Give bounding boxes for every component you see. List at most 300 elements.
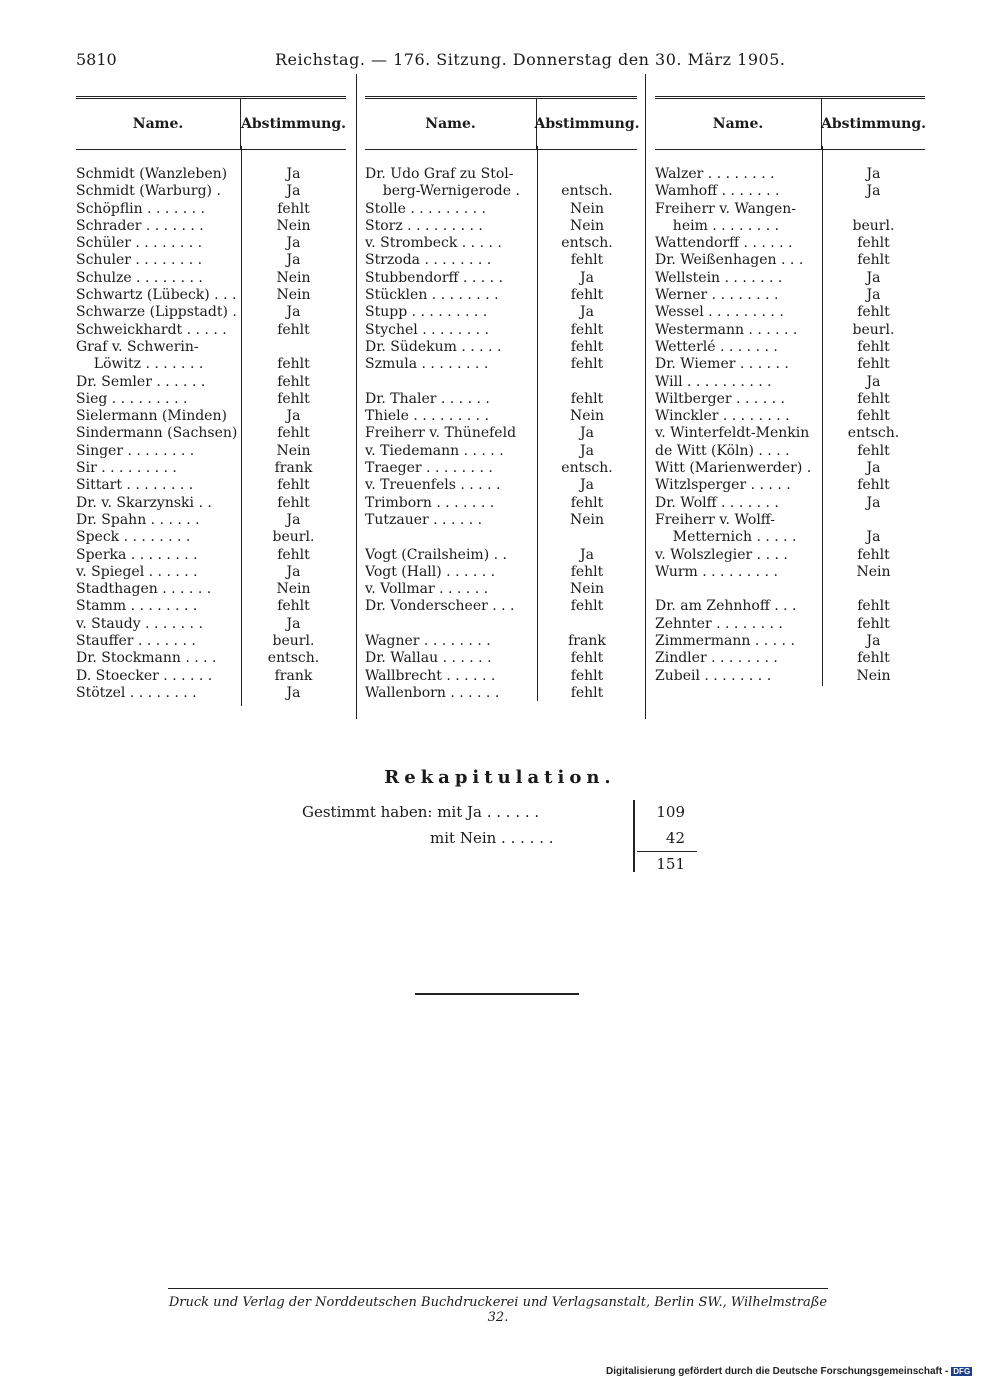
vote-value [822, 581, 925, 598]
vote-value: Nein [856, 563, 891, 580]
column-header [76, 96, 346, 150]
member-name: Stubbendorff . . . . . [365, 269, 503, 286]
table-row [76, 235, 346, 252]
member-name: Stolle . . . . . . . . . [365, 200, 486, 217]
vote-value: fehlt [857, 235, 890, 252]
table-row [655, 166, 925, 183]
vote-value: entsch. [561, 235, 613, 252]
member-name: Stychel . . . . . . . . [365, 321, 489, 338]
vote-value: fehlt [570, 667, 604, 684]
vote-value: fehlt [857, 338, 890, 355]
member-name: Wallbrecht . . . . . . [365, 667, 496, 684]
column-rule-2 [645, 74, 646, 719]
member-name: Dr. Stockmann . . . . [76, 650, 217, 667]
vote-value: fehlt [857, 650, 890, 667]
table-row [365, 668, 637, 685]
vote-value: fehlt [570, 494, 604, 511]
table-row [76, 322, 346, 339]
table-row [655, 408, 925, 425]
table-row [365, 201, 637, 218]
vote-value: Nein [569, 200, 605, 217]
member-name: Dr. Wolff . . . . . . . [655, 494, 779, 511]
table-row [655, 356, 925, 373]
column-header [655, 96, 925, 150]
table-row [365, 581, 637, 598]
table-row [655, 287, 925, 304]
name-header: Name. [132, 116, 184, 132]
imprint: Druck und Verlag der Norddeutschen Buchdruckerei und Verlagsanstalt, Berlin SW., Wilhelmstraße 32. [168, 1295, 828, 1325]
table-row [76, 495, 346, 512]
member-name: de Witt (Köln) . . . . [655, 442, 790, 459]
table-row [655, 391, 925, 408]
table-row [76, 374, 346, 391]
member-name: Wallenborn . . . . . . [365, 684, 500, 701]
member-name [365, 616, 537, 633]
vote-value: Ja [866, 166, 881, 182]
table-row [76, 183, 346, 200]
vote-value: fehlt [277, 356, 310, 373]
member-name: Freiherr v. Thünefeld [365, 425, 517, 442]
vote-column-2 [365, 96, 640, 702]
table-row [76, 633, 346, 650]
table-row [365, 218, 637, 235]
dfg-note-text: Digitalisierung gefördert durch die Deutsche Forschungsgemeinschaft - [606, 1366, 949, 1377]
member-name: Vogt (Hall) . . . . . . [365, 563, 496, 580]
member-name: Sielermann (Minden) [76, 408, 227, 425]
table-row [76, 408, 346, 425]
table-row [365, 408, 637, 425]
vote-value: entsch. [561, 183, 613, 200]
member-name: Witt (Marienwerder) . [655, 460, 812, 477]
vote-value: Nein [569, 408, 605, 425]
table-row [655, 339, 925, 356]
table-row [655, 443, 925, 460]
vote-value: fehlt [570, 390, 604, 407]
table-row [655, 218, 925, 235]
vote-value: Ja [286, 252, 301, 269]
vote-value: fehlt [857, 442, 890, 459]
member-name: Dr. Udo Graf zu Stol- [365, 166, 514, 182]
vote-value: fehlt [570, 563, 604, 580]
column-rows [76, 166, 346, 702]
vote-value: fehlt [570, 252, 604, 269]
table-row [655, 512, 925, 529]
table-row [76, 616, 346, 633]
table-row [76, 201, 346, 218]
vote-value: beurl. [852, 321, 895, 338]
table-row [76, 252, 346, 269]
table-row [655, 564, 925, 581]
vote-header: Abstimmung. [821, 99, 925, 149]
vote-value: fehlt [570, 321, 604, 338]
vote-value: fehlt [277, 200, 310, 217]
table-row [655, 581, 925, 598]
member-name: Vogt (Crailsheim) . . [365, 546, 507, 563]
name-header: Name. [712, 116, 764, 132]
vote-value: Ja [286, 304, 301, 321]
vote-value: fehlt [277, 494, 310, 511]
table-row [655, 252, 925, 269]
member-name: Winckler . . . . . . . . [655, 408, 790, 425]
table-row [76, 512, 346, 529]
member-name: Sindermann (Sachsen) [76, 425, 238, 442]
vote-value [822, 512, 925, 529]
member-name: Dr. Semler . . . . . . [76, 373, 206, 390]
member-name: Wellstein . . . . . . . [655, 269, 783, 286]
table-row [655, 270, 925, 287]
member-name: Dr. Wallau . . . . . . [365, 650, 492, 667]
member-name: Schwarze (Lippstadt) . [76, 304, 237, 321]
vote-value: fehlt [277, 598, 310, 615]
member-name: Zehnter . . . . . . . . [655, 615, 783, 632]
vote-value: Ja [580, 304, 594, 321]
table-row [365, 460, 637, 477]
member-name: Westermann . . . . . . [655, 321, 798, 338]
table-row [365, 356, 637, 373]
member-name [365, 529, 537, 546]
member-name: Wamhoff . . . . . . . [655, 183, 780, 200]
table-row [365, 391, 637, 408]
vote-value: Ja [286, 684, 301, 701]
table-row [76, 581, 346, 598]
vote-value: Ja [580, 425, 594, 442]
table-row [365, 270, 637, 287]
table-row [76, 304, 346, 321]
vote-value: Nein [276, 269, 311, 286]
table-row [76, 443, 346, 460]
member-name: Graf v. Schwerin- [76, 338, 199, 355]
table-row [655, 650, 925, 667]
vote-value: fehlt [277, 546, 310, 563]
member-name: v. Vollmar . . . . . . [365, 581, 489, 598]
table-row [655, 477, 925, 494]
vote-value: Nein [569, 511, 605, 528]
member-name: Schrader . . . . . . . [76, 217, 204, 234]
table-row [76, 547, 346, 564]
vote-value [537, 374, 637, 391]
table-row [655, 598, 925, 615]
table-row [76, 356, 346, 373]
table-row [365, 685, 637, 702]
member-name: Traeger . . . . . . . . [365, 460, 493, 477]
vote-value: Ja [866, 494, 881, 511]
recap-sum-rule [637, 851, 697, 852]
member-name: Dr. am Zehnhoff . . . [655, 598, 797, 615]
member-name: Szmula . . . . . . . . [365, 356, 489, 373]
member-name: Stupp . . . . . . . . . [365, 304, 488, 321]
vote-value: Ja [580, 442, 594, 459]
vote-value: Ja [286, 511, 301, 528]
table-row [655, 183, 925, 200]
vote-value: fehlt [857, 615, 890, 632]
member-name: Stadthagen . . . . . . [76, 581, 212, 598]
table-row [365, 547, 637, 564]
vote-value: Nein [569, 217, 605, 234]
member-name: Dr. Vonderscheer . . . [365, 598, 515, 615]
member-name: v. Strombeck . . . . . [365, 235, 502, 252]
vote-header: Abstimmung. [240, 99, 346, 149]
vote-value: beurl. [272, 633, 315, 650]
table-row [365, 304, 637, 321]
table-row [655, 633, 925, 650]
table-row [365, 252, 637, 269]
member-name: Stücklen . . . . . . . . [365, 287, 499, 304]
member-name: Werner . . . . . . . . [655, 287, 779, 304]
recap-label-nein: mit Nein . . . . . . [430, 829, 554, 847]
table-row [76, 650, 346, 667]
table-row [76, 166, 346, 183]
member-name: heim . . . . . . . . [655, 217, 780, 234]
vote-value [822, 201, 925, 218]
vote-value: Ja [866, 269, 881, 286]
vote-value: Ja [866, 287, 881, 304]
table-row [76, 425, 346, 442]
vote-value: fehlt [857, 477, 890, 494]
table-row [655, 374, 925, 391]
vote-value: Nein [856, 667, 891, 684]
member-name: v. Winterfeldt-Menkin [655, 425, 810, 442]
member-name: Schöpflin . . . . . . . [76, 200, 205, 217]
table-row [655, 322, 925, 339]
vote-value: fehlt [570, 684, 604, 701]
member-name: Sittart . . . . . . . . [76, 477, 194, 494]
vote-value: fehlt [570, 356, 604, 373]
member-name: Walzer . . . . . . . . [655, 166, 775, 182]
column-rule-1 [356, 74, 357, 719]
table-row [655, 235, 925, 252]
table-row [76, 564, 346, 581]
member-name: Zimmermann . . . . . [655, 633, 795, 650]
member-name [365, 374, 537, 391]
member-name: Will . . . . . . . . . . [655, 373, 772, 390]
member-name: D. Stoecker . . . . . . [76, 667, 213, 684]
vote-value: fehlt [857, 546, 890, 563]
vote-value: frank [274, 667, 313, 684]
vote-value: Nein [276, 581, 311, 598]
column-rows [365, 166, 637, 702]
vote-value [537, 529, 637, 546]
vote-value: fehlt [277, 477, 310, 494]
table-row [365, 495, 637, 512]
vote-value: fehlt [570, 598, 604, 615]
member-name: Schwartz (Lübeck) . . . [76, 287, 237, 304]
member-name: Sir . . . . . . . . . [76, 460, 177, 477]
vote-column-1 [76, 96, 346, 702]
table-row [76, 460, 346, 477]
vote-value: entsch. [561, 460, 613, 477]
vote-value: Ja [866, 373, 881, 390]
section-end-rule [415, 993, 579, 995]
member-name: Stamm . . . . . . . . [76, 598, 198, 615]
table-row [76, 598, 346, 615]
recap-ja-count: 109 [656, 803, 685, 821]
member-name: Schüler . . . . . . . . [76, 235, 203, 252]
vote-value: Ja [286, 235, 301, 252]
member-name: v. Staudy . . . . . . . [76, 615, 203, 632]
member-name: Storz . . . . . . . . . [365, 217, 483, 234]
vote-header: Abstimmung. [536, 99, 637, 149]
vote-value: Nein [276, 217, 311, 234]
vote-value: Ja [866, 183, 881, 200]
vote-column-3 [655, 96, 925, 685]
table-row [365, 166, 637, 183]
member-name: Zindler . . . . . . . . [655, 650, 778, 667]
table-row [76, 529, 346, 546]
member-name: Zubeil . . . . . . . . [655, 667, 772, 684]
column-rows [655, 166, 925, 685]
table-row [655, 547, 925, 564]
member-name: Witzlsperger . . . . . [655, 477, 791, 494]
table-row [655, 529, 925, 546]
member-name: Schweickhardt . . . . . [76, 321, 227, 338]
member-name: Tutzauer . . . . . . [365, 511, 483, 528]
table-row [365, 287, 637, 304]
table-row [365, 633, 637, 650]
vote-value: fehlt [570, 287, 604, 304]
table-row [76, 287, 346, 304]
recap-total: 151 [656, 855, 685, 873]
table-row [365, 650, 637, 667]
vote-value: Ja [866, 529, 881, 546]
vote-value: Ja [286, 408, 301, 425]
member-name: v. Treuenfels . . . . . [365, 477, 501, 494]
vote-value: Ja [580, 269, 594, 286]
member-name: Thiele . . . . . . . . . [365, 408, 489, 425]
vote-value: fehlt [857, 304, 890, 321]
member-name: Wattendorff . . . . . . [655, 235, 793, 252]
vote-value: fehlt [570, 338, 604, 355]
table-row [76, 339, 346, 356]
vote-value: Ja [286, 563, 301, 580]
member-name: Dr. Thaler . . . . . . [365, 390, 490, 407]
vote-value [537, 616, 637, 633]
vote-value: Ja [286, 166, 301, 182]
vote-value [241, 339, 346, 356]
vote-value: fehlt [857, 252, 890, 269]
member-name: Stötzel . . . . . . . . [76, 684, 197, 701]
vote-value: fehlt [277, 425, 310, 442]
member-name: Wagner . . . . . . . . [365, 633, 491, 650]
vote-value: beurl. [272, 529, 315, 546]
member-name: Löwitz . . . . . . . [76, 356, 204, 373]
table-row [76, 391, 346, 408]
table-row [365, 564, 637, 581]
recap-title: Rekapitulation. [384, 767, 616, 788]
table-row [76, 270, 346, 287]
vote-value: Ja [866, 460, 881, 477]
table-row [365, 425, 637, 442]
table-row [365, 477, 637, 494]
vote-value: entsch. [267, 650, 320, 667]
member-name: Speck . . . . . . . . [76, 529, 191, 546]
member-name: Freiherr v. Wolff- [655, 511, 775, 528]
table-row [655, 425, 925, 442]
member-name: Metternich . . . . . [655, 529, 797, 546]
table-row [365, 529, 637, 546]
vote-value: entsch. [847, 425, 900, 442]
member-name: Schmidt (Wanzleben) [76, 166, 228, 182]
vote-value: Nein [569, 581, 605, 598]
table-row [655, 201, 925, 218]
member-name: Strzoda . . . . . . . . [365, 252, 492, 269]
table-row [365, 322, 637, 339]
member-name: berg-Wernigerode . [365, 183, 520, 200]
member-name: Dr. Weißenhagen . . . [655, 252, 804, 269]
vote-value: frank [274, 460, 313, 477]
table-row [76, 685, 346, 702]
member-name: Sperka . . . . . . . . [76, 546, 198, 563]
member-name: v. Spiegel . . . . . . [76, 563, 198, 580]
member-name: Singer . . . . . . . . [76, 442, 195, 459]
vote-value: Ja [580, 477, 594, 494]
table-row [655, 304, 925, 321]
member-name: Wetterlé . . . . . . . [655, 338, 778, 355]
member-name: Schuler . . . . . . . . [76, 252, 203, 269]
member-name: Wurm . . . . . . . . . [655, 563, 778, 580]
vote-value: fehlt [857, 356, 890, 373]
member-name: Dr. v. Skarzynski . . [76, 494, 212, 511]
member-name: Schulze . . . . . . . . [76, 269, 203, 286]
table-row [655, 616, 925, 633]
member-name: Dr. Südekum . . . . . [365, 338, 502, 355]
table-row [76, 218, 346, 235]
name-header: Name. [425, 116, 476, 132]
table-row [365, 443, 637, 460]
member-name: Dr. Wiemer . . . . . . [655, 356, 789, 373]
table-row [655, 460, 925, 477]
page-number: 5810 [76, 50, 117, 69]
member-name: Freiherr v. Wangen- [655, 200, 796, 217]
vote-value: Ja [866, 633, 881, 650]
vote-value: fehlt [277, 321, 310, 338]
vote-value: fehlt [857, 390, 890, 407]
member-name: v. Tiedemann . . . . . [365, 442, 504, 459]
vote-value: fehlt [857, 598, 890, 615]
dfg-note [606, 1366, 972, 1377]
vote-value: Ja [286, 183, 301, 200]
member-name: Dr. Spahn . . . . . . [76, 511, 200, 528]
recap-nein-count: 42 [665, 829, 685, 847]
member-name [655, 581, 822, 598]
table-row [76, 668, 346, 685]
vote-value: beurl. [852, 217, 895, 234]
table-row [365, 598, 637, 615]
table-row [365, 183, 637, 200]
vote-value: fehlt [277, 373, 310, 390]
member-name: Wessel . . . . . . . . . [655, 304, 784, 321]
vote-value: frank [568, 633, 606, 650]
table-row [365, 235, 637, 252]
vote-value: Ja [286, 615, 301, 632]
table-row [365, 512, 637, 529]
running-head: Reichstag. — 176. Sitzung. Donnerstag den 30. März 1905. [275, 50, 786, 69]
member-name: Stauffer . . . . . . . [76, 633, 196, 650]
dfg-logo: DFG [953, 1367, 971, 1376]
vote-value: Ja [580, 546, 594, 563]
table-row [365, 616, 637, 633]
table-row [655, 495, 925, 512]
vote-value: fehlt [857, 408, 890, 425]
footer-rule [168, 1288, 828, 1289]
vote-value [537, 166, 637, 183]
vote-value: fehlt [277, 390, 310, 407]
table-row [655, 668, 925, 685]
column-header [365, 96, 640, 150]
member-name: Sieg . . . . . . . . . [76, 390, 188, 407]
table-row [76, 477, 346, 494]
vote-value: Nein [276, 442, 311, 459]
vote-value: Nein [276, 287, 311, 304]
